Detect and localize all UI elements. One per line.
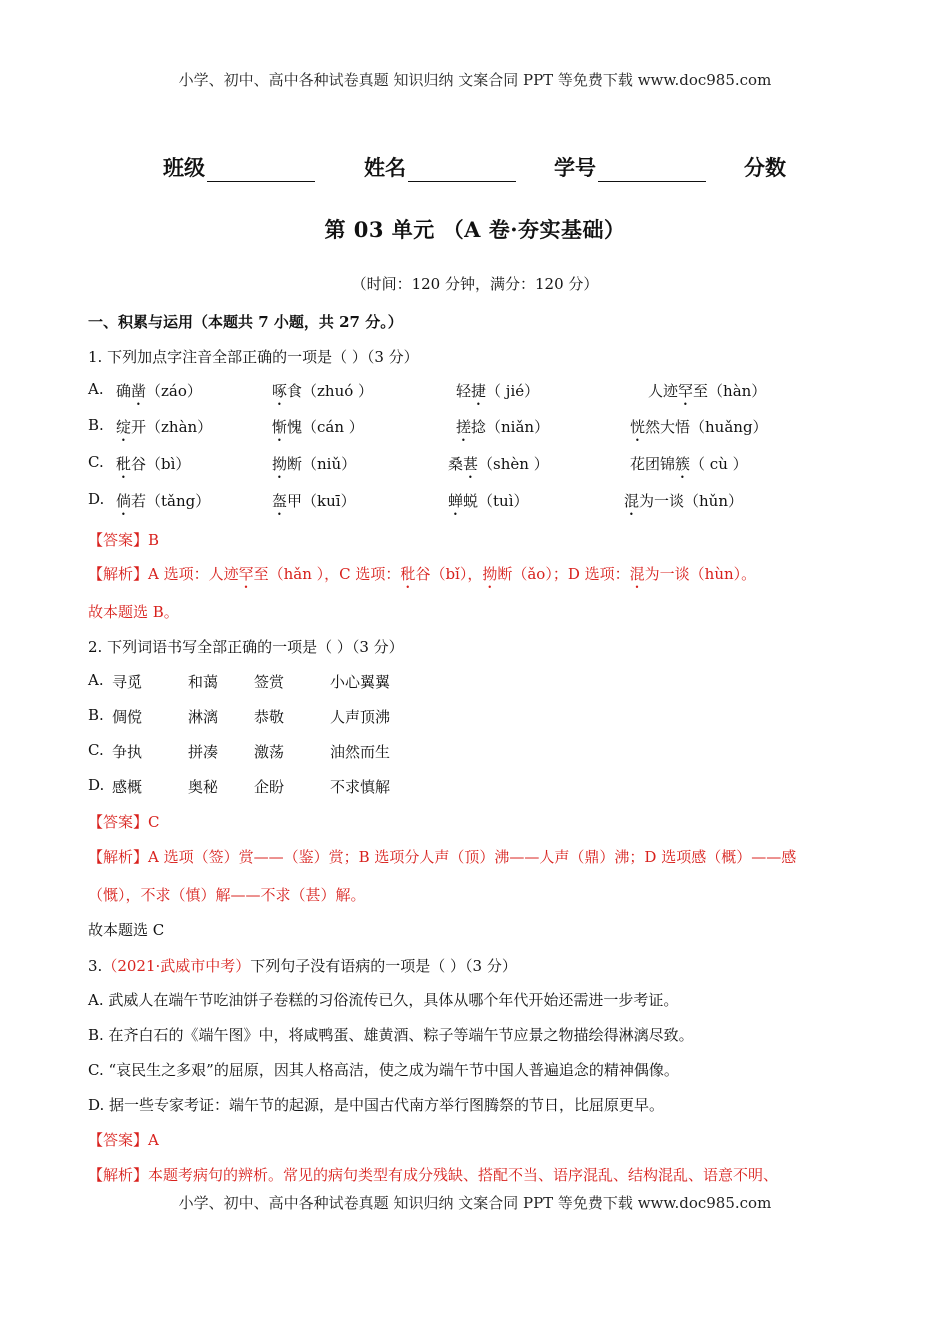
q1-conclusion: 故本题选 B。 xyxy=(88,603,179,621)
emphasized-char: 凿 xyxy=(131,382,147,400)
q2-option-word: 和蔼 xyxy=(188,673,219,691)
q2-analysis-line2: （慨），不求（慎）解——不求（甚）解。 xyxy=(88,886,366,904)
name-blank xyxy=(408,159,516,182)
emphasized-char: 倘 xyxy=(116,492,132,510)
q2-option-word: 小心翼翼 xyxy=(330,673,391,691)
q1-option-item: 花团锦簇（ cù ） xyxy=(630,455,748,473)
q3-option-c: C. “哀民生之多艰”的屈原，因其人格高洁，使之成为端午节中国人普遍追念的精神偶像。 xyxy=(88,1061,679,1079)
q3-option-b: B. 在齐白石的《端午图》中，将咸鸭蛋、雄黄酒、粽子等端午节应景之物描绘得淋漓尽致。 xyxy=(88,1026,694,1044)
q2-analysis-line1: 【解析】A 选项（签）赏——（鉴）赏；B 选项分人声（顶）沸——人声（鼎）沸；D 选项感（概）——感 xyxy=(88,848,797,866)
q3-analysis: 【解析】本题考病句的辨析。常见的病句类型有成分残缺、搭配不当、语序混乱、结构混乱、语意不明、 xyxy=(88,1166,779,1184)
q2-option-word: 不求慎解 xyxy=(330,778,391,796)
q3-answer: 【答案】A xyxy=(88,1131,159,1149)
q2-option-label: B. xyxy=(88,706,104,724)
q2-option-word: 激荡 xyxy=(254,743,285,761)
q2-option-word: 感概 xyxy=(112,778,143,796)
class-field xyxy=(163,152,315,182)
emphasized-char: 拗 xyxy=(272,455,288,473)
q2-option-word: 奥秘 xyxy=(188,778,219,796)
q1-option-item: 轻捷（ jié） xyxy=(456,382,540,400)
q2-stem: 2. 下列词语书写全部正确的一项是（ ）（3 分） xyxy=(88,638,404,656)
q1-option-item: 桑葚（shèn ） xyxy=(448,455,549,473)
emphasized-char: 惭 xyxy=(272,418,288,436)
q1-option-item: 惭愧（cán ） xyxy=(272,418,364,436)
q3-stem: 3.（2021·武威市中考）下列句子没有语病的一项是（ ）（3 分） xyxy=(88,957,517,975)
number-field xyxy=(554,152,706,182)
q3-option-d: D. 据一些专家考证：端午节的起源，是中国古代南方举行图腾祭的节日，比屈原更早。 xyxy=(88,1096,665,1114)
q2-option-label: A. xyxy=(88,671,104,689)
q1-option-label: A. xyxy=(88,380,104,398)
q2-option-word: 人声顶沸 xyxy=(330,708,391,726)
page-header: 小学、初中、高中各种试卷真题 知识归纳 文案合同 PPT 等免费下载 www.doc985.com xyxy=(178,71,772,89)
class-label: 班级 xyxy=(163,155,205,180)
q2-option-word: 淋漓 xyxy=(188,708,219,726)
exam-info: （时间：120 分钟，满分：120 分） xyxy=(351,275,599,293)
q1-option-item: 倘若（tǎng） xyxy=(116,492,211,510)
q1-stem: 1. 下列加点字注音全部正确的一项是（ ）（3 分） xyxy=(88,348,419,366)
q2-option-word: 寻觅 xyxy=(112,673,143,691)
name-label: 姓名 xyxy=(364,155,406,180)
number-blank xyxy=(598,159,706,182)
q1-option-item: 秕谷（bì） xyxy=(116,455,191,473)
emphasized-char: 罕 xyxy=(678,382,694,400)
emphasized-char: 葚 xyxy=(463,455,479,473)
q1-option-item: 搓捻（niǎn） xyxy=(456,418,550,436)
q3-option-a: A. 武威人在端午节吃油饼子卷糕的习俗流传已久，具体从哪个年代开始还需进一步考证。 xyxy=(88,991,679,1009)
q2-option-label: D. xyxy=(88,776,105,794)
page-footer: 小学、初中、高中各种试卷真题 知识归纳 文案合同 PPT 等免费下载 www.doc985.com xyxy=(178,1194,772,1212)
number-label: 学号 xyxy=(554,155,596,180)
emphasized-char: 恍 xyxy=(630,418,646,436)
q2-option-word: 拼凑 xyxy=(188,743,219,761)
q2-option-label: C. xyxy=(88,741,104,759)
q1-option-item: 盔甲（kuī） xyxy=(272,492,356,510)
class-blank xyxy=(207,159,315,182)
score-label: 分数 xyxy=(744,155,786,180)
emphasized-char: 盔 xyxy=(272,492,288,510)
emphasized-char: 混 xyxy=(624,492,640,510)
emphasized-char: 搓 xyxy=(456,418,472,436)
q3-source: （2021·武威市中考） xyxy=(102,957,251,975)
q1-option-label: B. xyxy=(88,416,104,434)
emphasized-char: 绽 xyxy=(116,418,132,436)
q2-option-word: 油然而生 xyxy=(330,743,391,761)
q1-option-label: C. xyxy=(88,453,104,471)
emphasized-char: 蝉 xyxy=(448,492,464,510)
q1-option-item: 人迹罕至（hàn） xyxy=(648,382,767,400)
emphasized-char: 啄 xyxy=(272,382,288,400)
q2-option-word: 企盼 xyxy=(254,778,285,796)
score-field xyxy=(744,152,786,182)
q2-option-word: 争执 xyxy=(112,743,143,761)
q1-option-item: 绽开（zhàn） xyxy=(116,418,213,436)
q2-option-word: 签赏 xyxy=(254,673,285,691)
q1-answer: 【答案】B xyxy=(88,531,160,549)
q1-option-item: 恍然大悟（huǎng） xyxy=(630,418,768,436)
q1-option-item: 混为一谈（hǔn） xyxy=(624,492,743,510)
q2-option-word: 倜傥 xyxy=(112,708,143,726)
emphasized-char: 秕 xyxy=(116,455,132,473)
q1-analysis: 【解析】A 选项：人迹罕至（hǎn ），C 选项：秕谷（bǐ），拗断（ǎo）；D 选项：混为一谈（hùn）。 xyxy=(88,565,757,583)
q2-option-word: 恭敬 xyxy=(254,708,285,726)
emphasized-char: 簇 xyxy=(675,455,691,473)
emphasized-char: 捷 xyxy=(471,382,487,400)
q2-answer: 【答案】C xyxy=(88,813,160,831)
q1-option-item: 啄食（zhuó ） xyxy=(272,382,374,400)
q2-conclusion: 故本题选 C xyxy=(88,921,165,939)
page-title: 第 03 单元 （A 卷·夯实基础） xyxy=(324,217,626,242)
section-heading: 一、积累与运用（本题共 7 小题，共 27 分。） xyxy=(88,313,403,331)
q1-option-item: 确凿（záo） xyxy=(116,382,202,400)
q1-option-item: 蝉蜕（tuì） xyxy=(448,492,529,510)
q1-option-label: D. xyxy=(88,490,105,508)
name-field xyxy=(364,152,516,182)
q1-option-item: 拗断（niǔ） xyxy=(272,455,357,473)
